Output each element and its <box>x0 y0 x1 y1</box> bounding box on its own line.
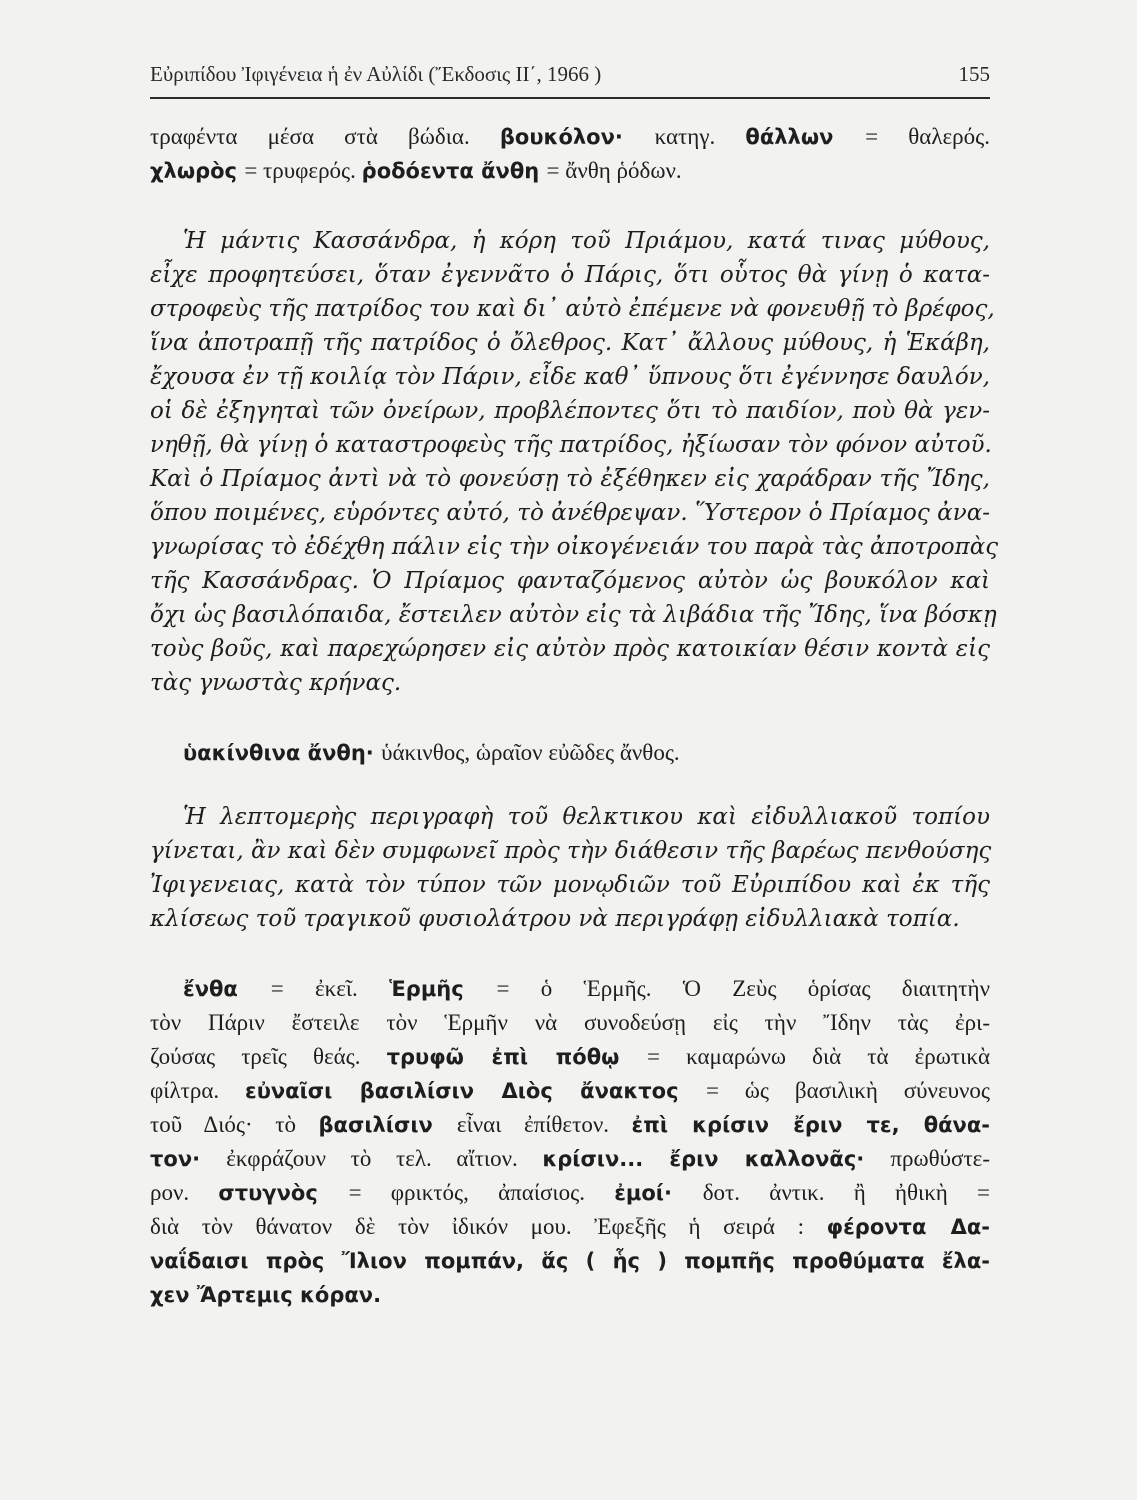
gloss-paragraph-2 <box>150 736 990 770</box>
lemma-term: Ἑρμῆς <box>389 977 497 1001</box>
header-rule <box>150 97 990 99</box>
lemma-term: τρυφῶ ἐπὶ πόθῳ <box>386 1045 648 1069</box>
lemma-term: ναΐδαισι πρὸς Ἴλιον πομπάν, ἅς ( ἧς ) πομπῆς προθύματα ἔλα- <box>150 1249 990 1273</box>
gloss-text: = ὁ Ἑρμῆς. Ὁ Ζεὺς ὁρίσας διαιτητὴν <box>496 976 990 1001</box>
commentary-paragraph-kassandra <box>150 224 999 700</box>
lemma-term: στυγνὸς <box>218 1181 349 1205</box>
gloss-text: δοτ. ἀντικ. ἢ ἠθικὴ = <box>702 1180 991 1205</box>
text-line <box>150 1244 990 1278</box>
text-line: τὰς γνωστὰς κρήνας. <box>150 670 402 696</box>
lemma-term: βουκόλον· <box>499 125 655 149</box>
text-line <box>150 1006 990 1040</box>
text-line: οἱ δὲ ἐξηγηταὶ τῶν ὀνείρων, προβλέποντες ὅτι τὸ παιδίον, ποὺ θὰ γεν- <box>150 398 990 424</box>
text-line: Ἡ λεπτομερὴς περιγραφὴ τοῦ θελκτικου καὶ εἰδυλλιακοῦ τοπίου <box>183 804 990 830</box>
text-line: στροφεὺς τῆς πατρίδος του καὶ δι᾿ αὐτὸ ἐπέμενε νὰ φονευθῇ τὸ βρέφος, <box>150 296 995 322</box>
header-title: Εὐριπίδου Ἰφιγένεια ἡ ἐν Αὐλίδι (Ἔκδοσις ΙΙ΄, 1966 ) <box>150 62 602 86</box>
text-line <box>150 736 990 770</box>
text-line: Ἰφιγενειας, κατὰ τὸν τύπον τῶν μονῳδιῶν τοῦ Εὐριπίδου καὶ ἐκ τῆς <box>150 872 990 898</box>
lemma-term: κρίσιν... ἔριν καλλονᾶς· <box>542 1147 891 1171</box>
gloss-text: φίλτρα. <box>150 1078 245 1103</box>
text-line <box>150 1278 990 1312</box>
text-line: ἔχουσα ἐν τῇ κοιλίᾳ τὸν Πάριν, εἶδε καθ᾿ ὕπνους ὅτι ἐγέννησε δαυλόν, <box>150 364 990 390</box>
gloss-text: = ἄνθη ῥόδων. <box>546 158 682 183</box>
running-header <box>150 62 990 92</box>
text-line: κλίσεως τοῦ τραγικοῦ φυσιολάτρου νὰ περιγράφῃ εἰδυλλιακὰ τοπία. <box>150 906 960 932</box>
text-line <box>150 1210 990 1244</box>
lemma-term: ἐπὶ κρίσιν ἔριν τε, θάνα- <box>631 1113 990 1137</box>
text-line: τῆς Κασσάνδρας. Ὁ Πρίαμος φανταζόμενος αὐτὸν ὡς βουκόλον καὶ <box>150 568 990 594</box>
text-line: νηθῇ, θὰ γίνῃ ὁ καταστροφεὺς τῆς πατρίδος, ἠξίωσαν τὸν φόνον αὐτοῦ. <box>150 432 992 458</box>
lemma-term: βασιλίσιν <box>318 1113 457 1137</box>
lemma-term: θάλλων <box>745 125 866 149</box>
gloss-text: πρωθύστε- <box>890 1146 990 1171</box>
lemma-term: χεν Ἄρτεμις κόραν. <box>150 1283 382 1307</box>
gloss-text: = θαλερός. <box>865 124 990 149</box>
lemma-term: ἔνθα <box>183 977 271 1001</box>
text-line: γίνεται, ἂν καὶ δὲν συμφωνεῖ πρὸς τὴν διάθεσιν τῆς βαρέως πενθούσης <box>150 838 992 864</box>
page-body <box>150 120 999 1312</box>
gloss-text: ὑάκινθος, ὡραῖον εὐῶδες ἄνθος. <box>381 740 680 765</box>
gloss-text: = φρικτός, ἀπαίσιος. <box>348 1180 615 1205</box>
gloss-text: τὸν Πάριν ἔστειλε τὸν Ἑρμῆν νὰ συνοδεύσῃ εἰς τὴν Ἴδην τὰς ἐρι- <box>150 1010 990 1035</box>
text-line: ὄχι ὡς βασιλόπαιδα, ἔστειλεν αὐτὸν εἰς τὰ λιβάδια τῆς Ἴδης, ἵνα βόσκῃ <box>150 602 997 628</box>
lemma-term: χλωρὸς <box>150 159 245 183</box>
gloss-text: διὰ τὸν θάνατον δὲ τὸν ἰδικόν μου. Ἐφεξῆς ἡ σειρά : <box>150 1214 827 1239</box>
lemma-term: φέροντα Δα- <box>826 1215 990 1239</box>
text-line <box>150 154 990 188</box>
gloss-text: κατηγ. <box>654 124 746 149</box>
text-line <box>150 120 990 154</box>
gloss-text: ρον. <box>150 1180 219 1205</box>
text-line: γνωρίσας τὸ ἐδέχθη πάλιν εἰς τὴν οἰκογένειάν του παρὰ τὰς ἀποτροπὰς <box>150 534 999 560</box>
commentary-paragraph-landscape <box>150 800 990 936</box>
gloss-text: ἐκφράζουν τὸ τελ. αἴτιον. <box>226 1146 543 1171</box>
lemma-term: τον· <box>150 1147 227 1171</box>
text-line <box>150 1176 990 1210</box>
gloss-paragraph-1 <box>150 120 990 188</box>
gloss-text: εἶναι ἐπίθετον. <box>456 1112 632 1137</box>
gloss-text: = ὡς βασιλικὴ σύνευνος <box>705 1078 991 1103</box>
gloss-text: = ἐκεῖ. <box>270 976 390 1001</box>
gloss-text: = τρυφερός. <box>244 158 362 183</box>
gloss-paragraph-3 <box>150 972 990 1312</box>
text-line: ἵνα ἀποτραπῇ τῆς πατρίδος ὁ ὄλεθρος. Κατ᾿ ἄλλους μύθους, ἡ Ἑκάβη, <box>150 330 990 356</box>
text-line <box>150 1074 990 1108</box>
text-line: τοὺς βοῦς, καὶ παρεχώρησεν εἰς αὐτὸν πρὸς κατοικίαν θέσιν κοντὰ εἰς <box>150 636 990 662</box>
text-line <box>150 1040 990 1074</box>
text-line: Ἡ μάντις Κασσάνδρα, ἡ κόρη τοῦ Πριάμου, κατά τινας μύθους, <box>183 228 990 254</box>
lemma-term: ῥοδόεντα ἄνθη <box>361 159 547 183</box>
text-line: Καὶ ὁ Πρίαμος ἀντὶ νὰ τὸ φονεύσῃ τὸ ἐξέθηκεν εἰς χαράδραν τῆς Ἴδης, <box>150 466 990 492</box>
lemma-term: εὐναῖσι βασιλίσιν Διὸς ἄνακτος <box>245 1079 706 1103</box>
text-line <box>150 1108 990 1142</box>
lemma-term: ὑακίνθινα ἄνθη· <box>183 741 382 765</box>
gloss-text: = καμαρώνω διὰ τὰ ἐρωτικὰ <box>647 1044 990 1069</box>
text-line <box>150 1142 990 1176</box>
page-number: 155 <box>958 62 990 86</box>
gloss-text: ζούσας τρεῖς θεάς. <box>150 1044 387 1069</box>
lemma-term: ἐμοί· <box>614 1181 703 1205</box>
gloss-text: τραφέντα μέσα στὰ βώδια. <box>150 124 500 149</box>
gloss-text: τοῦ Διός· τὸ <box>150 1112 319 1137</box>
text-line: ὅπου ποιμένες, εὑρόντες αὐτό, τὸ ἀνέθρεψαν. Ὕστερον ὁ Πρίαμος ἀνα- <box>150 500 990 526</box>
text-line <box>150 972 990 1006</box>
text-line: εἶχε προφητεύσει, ὅταν ἐγεννᾶτο ὁ Πάρις, ὅτι οὗτος θὰ γίνῃ ὁ κατα- <box>150 262 990 288</box>
